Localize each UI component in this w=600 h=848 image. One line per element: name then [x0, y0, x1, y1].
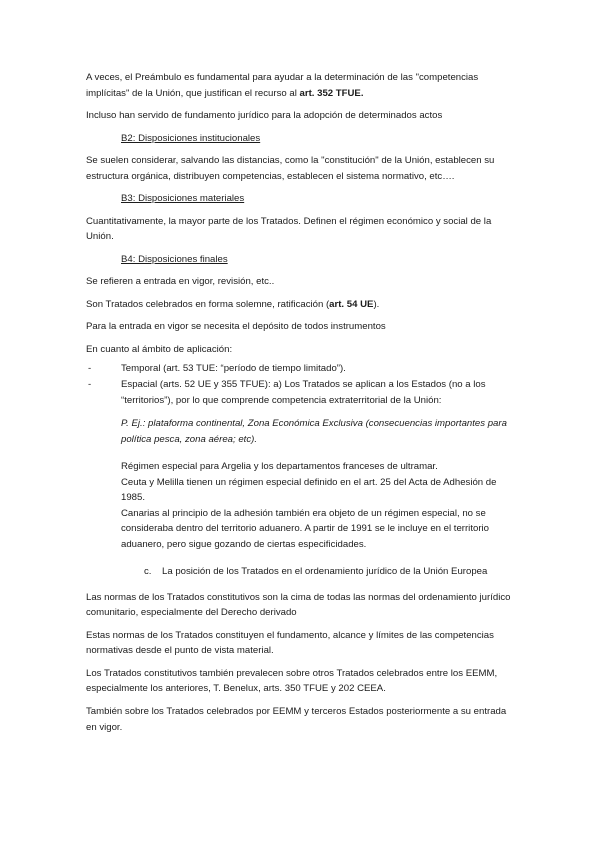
paragraph-cuantitativamente: Cuantitativamente, la mayor parte de los Tratados. Definen el régimen económico y social de la Unión.	[86, 215, 492, 243]
scope-list	[86, 361, 516, 408]
list-item-text: Espacial (arts. 52 UE y 355 TFUE): a) Los Tratados se aplican a los Estados (no a los “territorios”), por lo que comprende competencia extraterritorial de la Unión:	[121, 378, 486, 406]
paragraph-text: ).	[373, 298, 380, 310]
dash-bullet: -	[88, 363, 92, 375]
document-page	[86, 70, 516, 742]
list-item-text: Temporal (art. 53 TUE: “período de tiempo limitado”).	[121, 363, 346, 375]
regime-argelia: Régimen especial para Argelia y los departamentos franceses de ultramar.	[121, 461, 438, 473]
dash-bullet: -	[88, 378, 92, 390]
bold-reference: art. 352 TFUE.	[299, 87, 364, 99]
heading-b4: B4: Disposiciones finales	[121, 253, 228, 265]
paragraph-text: Son Tratados celebrados en forma solemne, ratificación (	[86, 298, 330, 310]
example-paragraph: P. Ej.: plataforma continental, Zona Económica Exclusiva (consecuencias importantes para política pesca, zona aérea; etc).	[121, 418, 507, 445]
paragraph-ambito: En cuanto al ámbito de aplicación:	[86, 343, 233, 355]
paragraph-text: A veces, el Preámbulo es fundamental para ayudar a la determinación de las "competencias implícitas" de la Unión, que justifican el recurso al	[86, 72, 479, 99]
heading-b3: B3: Disposiciones materiales	[121, 193, 245, 205]
paragraph-ratificacion	[86, 297, 516, 313]
heading-b2: B2: Disposiciones institucionales	[121, 132, 261, 144]
paragraph-deposito: Para la entrada en vigor se necesita el depósito de todos instrumentos	[86, 321, 386, 333]
section-c-heading	[86, 564, 516, 580]
paragraph-fundamento-alcance: Estas normas de los Tratados constituyen el fundamento, alcance y límites de las competencias normativas desde el punto de vista material.	[86, 629, 494, 657]
section-letter: c.	[144, 566, 152, 578]
paragraph-terceros-estados: También sobre los Tratados celebrados por EEMM y terceros Estados posteriormente a su entrada en vigor.	[86, 706, 507, 733]
paragraph-constitucion: Se suelen considerar, salvando las distancias, como la "constitución" de la Unión, establecen su estructura orgánica, distribuyen competencias, establecen el sistema normativo, etc….	[86, 155, 495, 182]
paragraph-fundamento: Incluso han servido de fundamento jurídico para la adopción de determinados actos	[86, 110, 443, 122]
paragraph-entrada-vigor: Se refieren a entrada en vigor, revisión, etc..	[86, 276, 275, 288]
paragraph-cima: Las normas de los Tratados constitutivos son la cima de todas las normas del ordenamiento jurídico comunitario, especialmente del Derecho derivado	[86, 591, 511, 619]
bold-reference: art. 54 UE	[329, 298, 374, 310]
list-item-temporal	[86, 361, 516, 377]
list-item-espacial	[86, 377, 516, 408]
paragraph-preambulo	[86, 70, 516, 101]
regime-canarias: Canarias al principio de la adhesión también era objeto de un régimen especial, no se consideraba dentro del territorio aduanero. A partir de 1991 se le incluye en el territorio aduanero, pero sigue gozando de ciertas especificidades.	[121, 507, 489, 550]
paragraph-prevalecen: Los Tratados constitutivos también prevalecen sobre otros Tratados celebrados entre los EEMM, especialmente los anteriores, T. Benelux, arts. 350 TFUE y 202 CEEA.	[86, 667, 498, 695]
section-title: La posición de los Tratados en el ordenamiento jurídico de la Unión Europea	[162, 566, 488, 578]
special-regimes	[86, 459, 516, 552]
regime-ceuta-melilla: Ceuta y Melilla tienen un régimen especial definido en el art. 25 del Acta de Adhesión de 1985.	[121, 476, 497, 504]
